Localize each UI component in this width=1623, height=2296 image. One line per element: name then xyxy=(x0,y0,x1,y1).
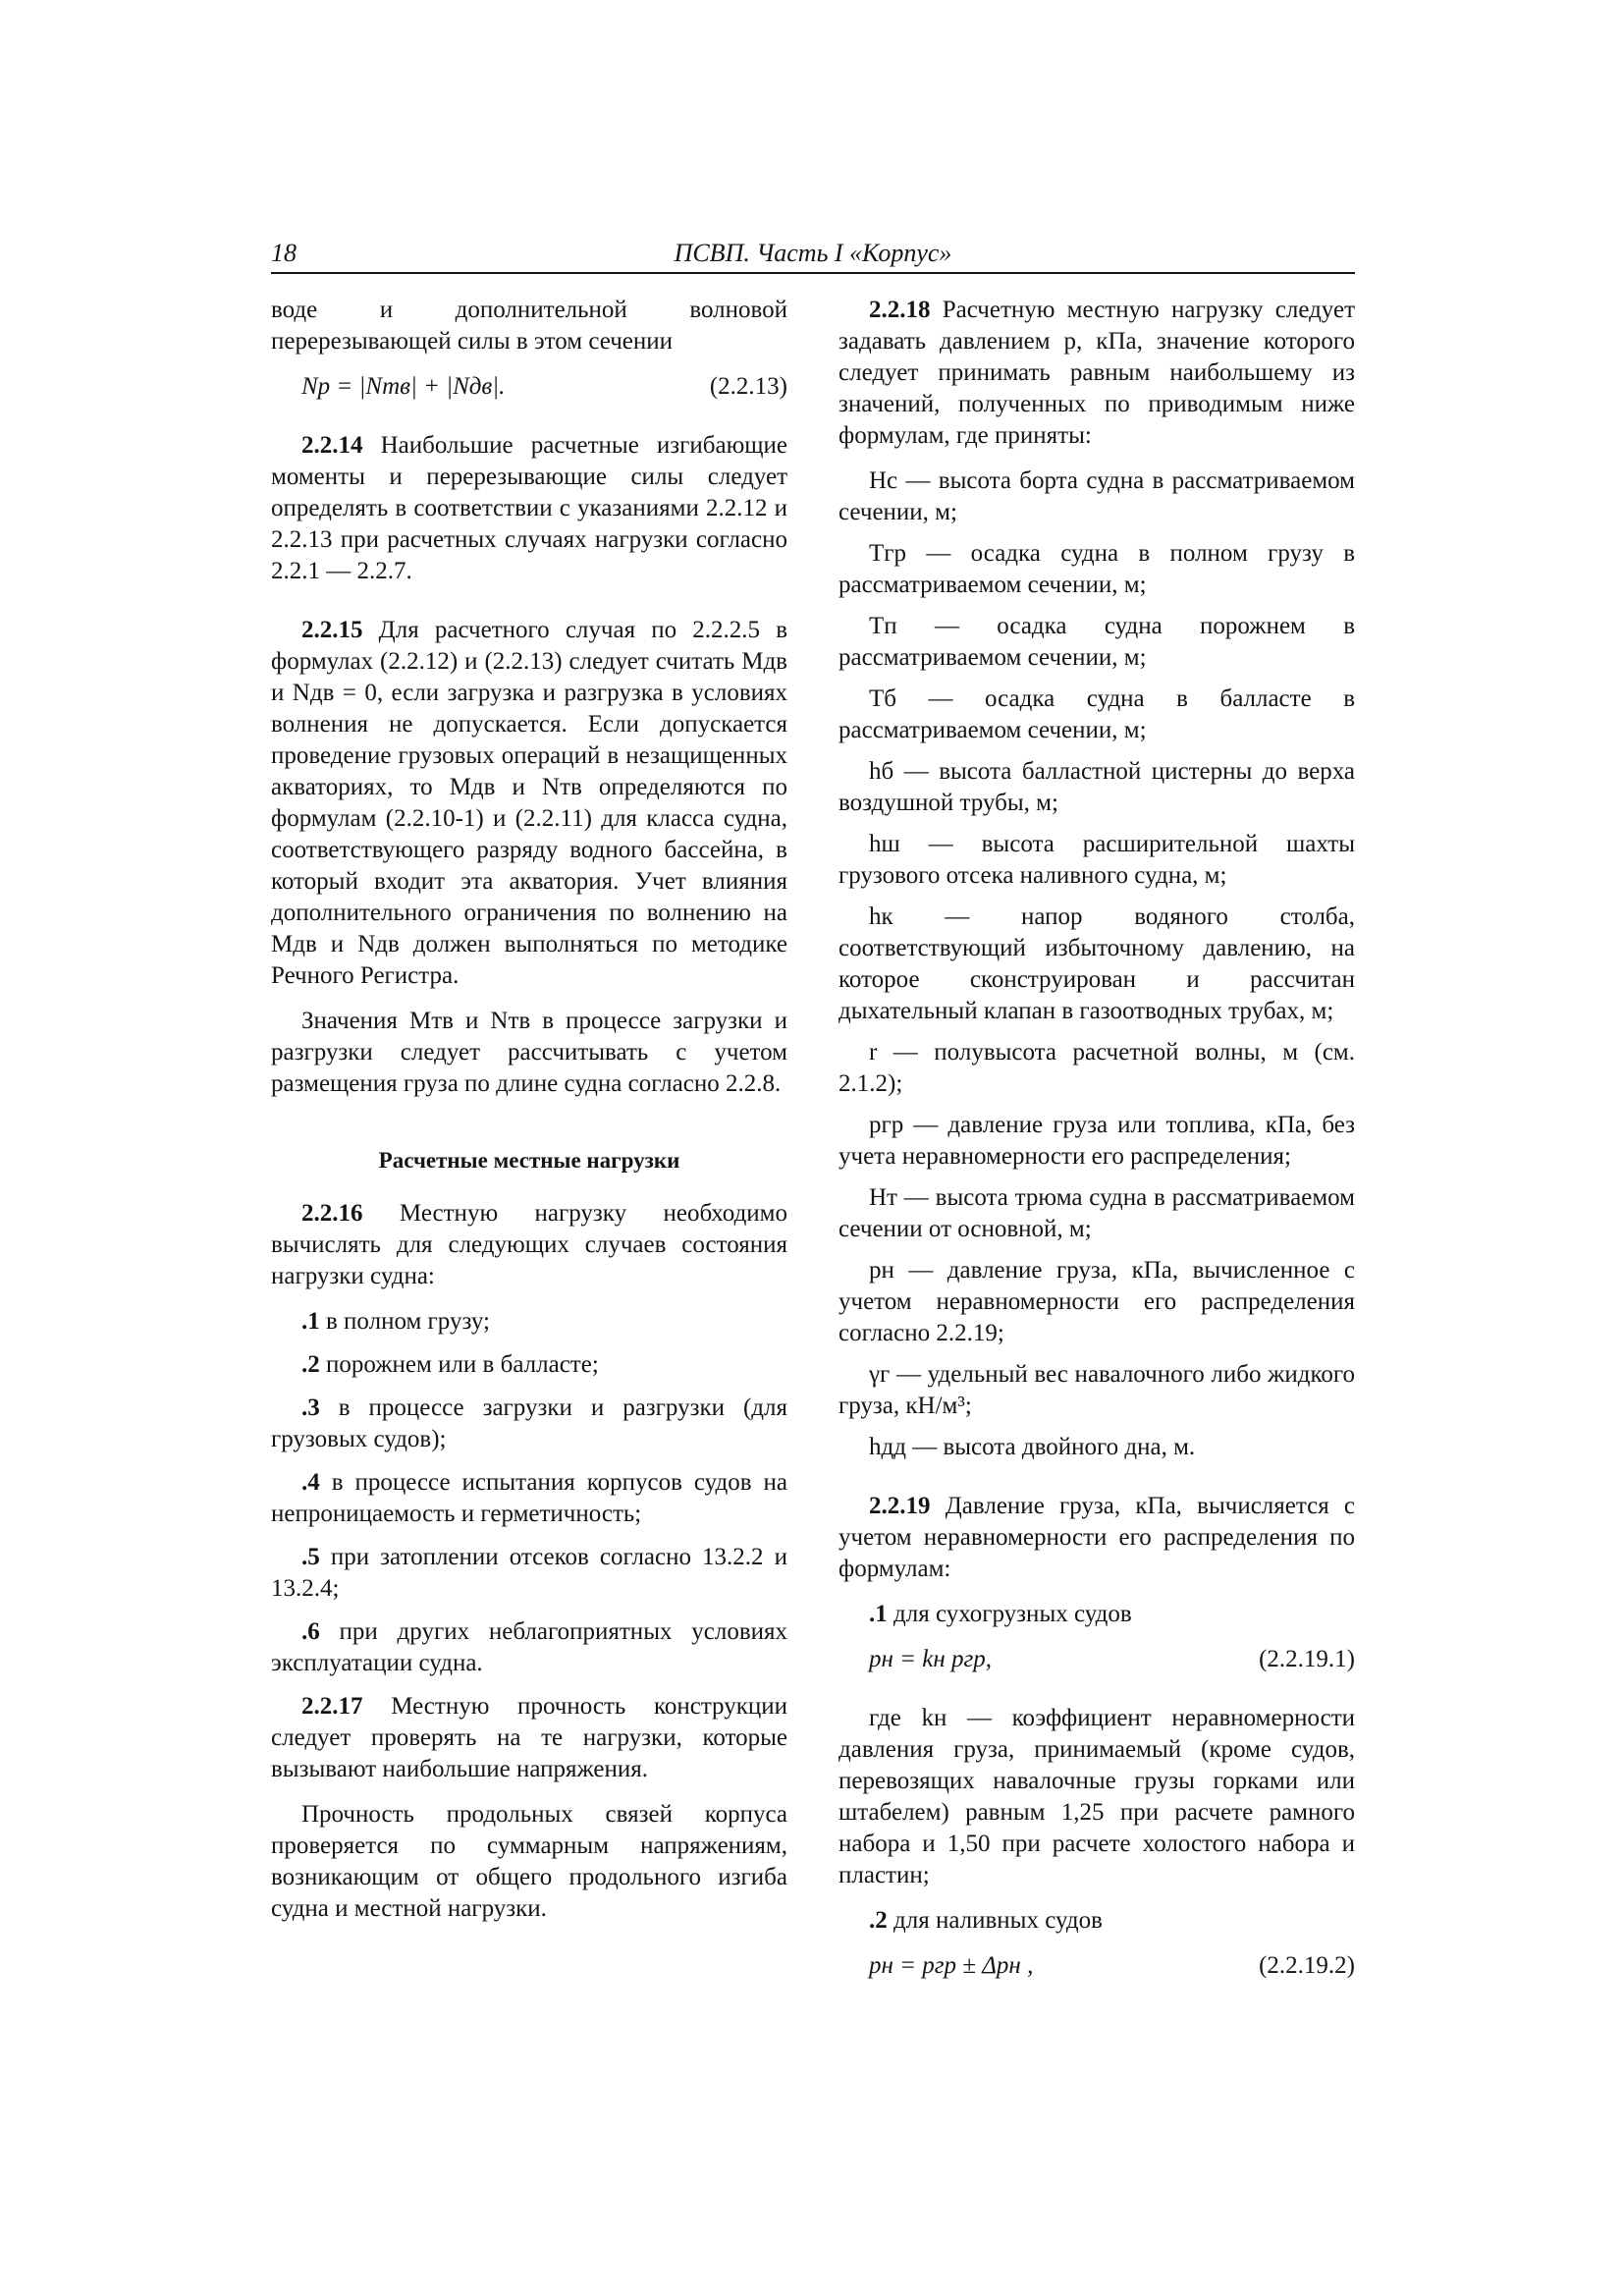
item-number: .6 xyxy=(301,1618,320,1645)
definition-item: r — полувысота расчетной волны, м (см. 2.1.2); xyxy=(839,1039,1355,1097)
page-number: 18 xyxy=(271,239,297,267)
running-title: ПСВП. Часть I «Корпус» xyxy=(674,239,952,267)
paragraph-values: Значения Mтв и Nтв в процессе загрузки и разгрузки следует рассчитывать с учетом размещения груза по длине судна согласно 2.2.8. xyxy=(271,1008,787,1097)
header-rule xyxy=(271,272,1355,274)
list-item xyxy=(271,1542,787,1605)
paragraph-2-2-16 xyxy=(271,1198,787,1292)
paragraph-2-2-18 xyxy=(839,295,1355,452)
item-text: порожнем или в балласте; xyxy=(326,1351,599,1378)
item-text: для наливных судов xyxy=(893,1907,1103,1934)
item-number: .2 xyxy=(869,1907,888,1934)
formula-expression: Nр = |Nтв| + |Nдв|. xyxy=(301,373,506,400)
item-text: в процессе испытания корпусов судов на непроницаемость и герметичность; xyxy=(271,1469,787,1527)
item-number: .3 xyxy=(301,1394,320,1421)
clause-number: 2.2.16 xyxy=(301,1200,363,1227)
definition-item: Hт — высота трюма судна в рассматриваемом сечении от основной, м; xyxy=(839,1184,1355,1242)
clause-text: Местную прочность конструкции следует проверять на те нагрузки, которые вызывают наибольшие напряжения. xyxy=(271,1693,788,1782)
right-column xyxy=(839,295,1355,2009)
list-item xyxy=(271,1393,787,1455)
clause-text: Местную нагрузку необходимо вычислять для следующих случаев состояния нагрузки судна: xyxy=(271,1200,787,1289)
load-cases-list xyxy=(271,1306,787,1679)
item-text: при затоплении отсеков согласно 13.2.2 и 13.2.4; xyxy=(271,1544,788,1602)
formula-expression: pн = kн pгр, xyxy=(869,1646,993,1672)
list-item xyxy=(271,1616,787,1679)
list-item xyxy=(271,1467,787,1530)
paragraph-2-2-17 xyxy=(271,1691,787,1785)
list-item xyxy=(271,1306,787,1338)
definition-item: hдд — высота двойного дна, м. xyxy=(869,1434,1196,1460)
clause-text: Расчетную местную нагрузку следует задавать давлением p, кПа, значение которого следует принимать равным наибольшему из значений, полученных по приводимым ниже формулам, где приняты: xyxy=(839,297,1355,449)
item-number: .1 xyxy=(301,1308,320,1335)
clause-number: 2.2.19 xyxy=(869,1493,931,1519)
paragraph-2-2-14 xyxy=(271,430,787,587)
paragraph-where: где kн — коэффициент неравномерности давления груза, принимаемый (кроме судов, перевозящих навалочные грузы горками или штабелем) равным 1,25 при расчете рамного набора и 1,50 при расчете холостого набора и пластин; xyxy=(839,1705,1355,1888)
definition-item: hк — напор водяного столба, соответствующий избыточному давлению, на которое сконструирован и рассчитан дыхательный клапан в газоотводных трубах, м; xyxy=(839,903,1355,1024)
clause-number: 2.2.15 xyxy=(301,617,363,643)
item-number: .1 xyxy=(869,1601,888,1627)
formula-number: (2.2.13) xyxy=(709,373,787,400)
definition-item: pн — давление груза, кПа, вычисленное с учетом неравномерности его распределения согласно 2.2.19; xyxy=(839,1257,1355,1346)
item-number: .5 xyxy=(301,1544,320,1570)
item-text: для сухогрузных судов xyxy=(893,1601,1132,1627)
clause-text: Давление груза, кПа, вычисляется с учетом неравномерности его распределения по формулам: xyxy=(839,1493,1356,1582)
definition-item: γг — удельный вес навалочного либо жидкого груза, кН/м³; xyxy=(839,1361,1355,1419)
item-text: при других неблагоприятных условиях эксплуатации судна. xyxy=(271,1618,788,1676)
intro-paragraph: воде и дополнительной волновой перерезывающей силы в этом сечении xyxy=(271,297,787,355)
formula-number: (2.2.19.2) xyxy=(1259,1952,1355,1979)
definitions-list xyxy=(839,465,1355,1463)
definition-item: Tгр — осадка судна в полном грузу в рассматриваемом сечении, м; xyxy=(839,540,1355,598)
formula-expression: pн = pгр ± Δpн , xyxy=(869,1952,1034,1979)
definition-item: hб — высота балластной цистерны до верха воздушной трубы, м; xyxy=(839,758,1355,816)
definition-item: Tб — осадка судна в балласте в рассматриваемом сечении, м; xyxy=(839,685,1355,743)
paragraph-2-2-19 xyxy=(839,1491,1355,1585)
definition-item: hш — высота расширительной шахты грузового отсека наливного судна, м; xyxy=(839,831,1355,889)
list-item xyxy=(271,1349,787,1381)
paragraph-strength: Прочность продольных связей корпуса проверяется по суммарным напряжениям, возникающим от общего продольного изгиба судна и местной нагрузки. xyxy=(271,1801,787,1922)
definition-item: pгр — давление груза или топлива, кПа, без учета неравномерности его распределения; xyxy=(839,1112,1355,1170)
definition-item: Tп — осадка судна порожнем в рассматриваемом сечении, м; xyxy=(839,613,1355,671)
item-number: .2 xyxy=(301,1351,320,1378)
left-column xyxy=(271,295,787,1939)
clause-text: Наибольшие расчетные изгибающие моменты и перерезывающие силы следует определять в соответствии с указаниями 2.2.12 и 2.2.13 при расчетных случаях нагрузки согласно 2.2.1 — 2.2.7. xyxy=(271,432,788,584)
formula-2-2-19-2 xyxy=(839,1950,1355,1984)
item-dry-cargo xyxy=(839,1599,1355,1630)
clause-number: 2.2.14 xyxy=(301,432,363,459)
item-number: .4 xyxy=(301,1469,320,1496)
section-heading: Расчетные местные нагрузки xyxy=(378,1148,680,1173)
formula-2-2-19-1 xyxy=(839,1644,1355,1677)
clause-text: Для расчетного случая по 2.2.2.5 в формулах (2.2.12) и (2.2.13) следует считать Mдв и Nдв = 0, если загрузка и разгрузка в условиях волнения не допускается. Если допускается проведение грузовых операций в незащищенных акваториях, то Mдв и Nтв определяются по формулам (2.2.10-1) и (2.2.11) для класса судна, соответствующего разряду водного бассейна, в который входит эта акватория. Учет влияния дополнительного ограничения по волнению на Mдв и Nдв должен выполняться по методике Речного Регистра. xyxy=(271,617,788,989)
item-text: в процессе загрузки и разгрузки (для грузовых судов); xyxy=(271,1394,787,1452)
formula-number: (2.2.19.1) xyxy=(1259,1646,1355,1672)
item-text: в полном грузу; xyxy=(326,1308,490,1335)
page-header xyxy=(271,239,1355,270)
item-tankers xyxy=(839,1905,1355,1937)
clause-number: 2.2.18 xyxy=(869,297,931,323)
definition-item: Hс — высота борта судна в рассматриваемом сечении, м; xyxy=(839,467,1355,525)
clause-number: 2.2.17 xyxy=(301,1693,363,1720)
paragraph-2-2-15 xyxy=(271,615,787,992)
formula-2-2-13 xyxy=(271,371,787,405)
